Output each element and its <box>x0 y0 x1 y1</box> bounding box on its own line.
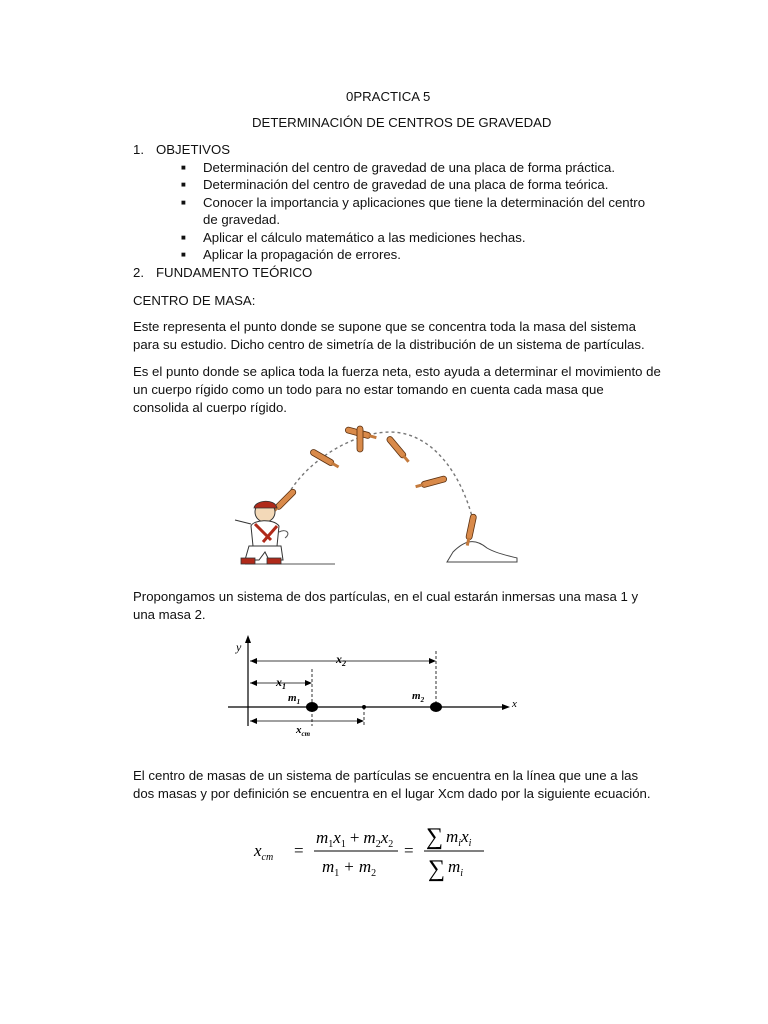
mass-2-dot <box>430 702 442 712</box>
eq-sum-x: x <box>461 827 469 846</box>
eq-sum-x-sub: i <box>468 838 472 849</box>
svg-text:x1 <box>275 675 286 691</box>
svg-text:mi <box>448 857 463 879</box>
section-number-2: 2. <box>133 265 144 280</box>
two-particle-diagram <box>226 631 524 739</box>
bullet: ■ <box>181 163 186 172</box>
eq-lhs: x <box>254 841 262 860</box>
eq-den-m1-sub: 1 <box>334 868 340 879</box>
eq-den-m1: m <box>322 857 335 876</box>
svg-text:m1 <box>288 692 300 706</box>
objective-item: Determinación del centro de gravedad de una placa de forma práctica. <box>203 160 615 175</box>
sigma-icon: ∑ <box>426 824 444 850</box>
page-title: DETERMINACIÓN DE CENTROS DE GRAVEDAD <box>252 115 552 130</box>
eq-lhs-sub: cm <box>261 852 274 863</box>
svg-text:x2 <box>335 652 346 668</box>
svg-text:m2 <box>412 690 425 704</box>
center-of-mass-equation <box>248 820 498 884</box>
eq-equals-1: = <box>294 841 304 860</box>
svg-text:mixi <box>446 827 472 849</box>
x1-label: x <box>276 675 282 689</box>
objective-item: Determinación del centro de gravedad de una placa de forma teórica. <box>203 177 609 192</box>
center-of-mass-dot <box>362 705 366 709</box>
eq-x1: x <box>333 828 341 847</box>
x1-subscript: 1 <box>282 682 286 691</box>
x2-label: x <box>336 652 342 666</box>
bullet: ■ <box>181 198 186 207</box>
center-of-mass-heading: CENTRO DE MASA: <box>133 293 256 308</box>
bat-icon <box>415 475 447 489</box>
eq-sum-m: m <box>446 827 459 846</box>
bullet: ■ <box>181 250 186 259</box>
baseball-player-icon <box>235 501 288 564</box>
theory-heading: FUNDAMENTO TEÓRICO <box>156 265 313 280</box>
svg-text:m1x1+m2x2 <box>316 828 393 850</box>
eq-plus-2: + <box>344 857 354 876</box>
mass-1-dot <box>306 702 318 712</box>
section-number-1: 1. <box>133 142 144 157</box>
eq-x1-sub: 1 <box>340 839 346 850</box>
bat-trajectory-illustration <box>225 420 525 575</box>
eq-den-m2: m <box>358 857 372 876</box>
m1-subscript: 1 <box>296 698 301 706</box>
objective-item: Conocer la importancia y aplicaciones que tiene la determinación del centro de gravedad. <box>203 195 646 227</box>
practice-number: 0PRACTICA 5 <box>346 89 431 104</box>
xcm-subscript: cm <box>301 730 311 738</box>
bat-icon <box>386 435 411 463</box>
x2-subscript: 2 <box>342 659 346 668</box>
eq-sum-den-m: m <box>448 857 461 876</box>
x-axis-label: x <box>512 698 517 710</box>
eq-m2: m <box>363 828 376 847</box>
m2-label: m <box>412 690 421 702</box>
eq-x2-sub: 2 <box>388 839 394 850</box>
bat-icon <box>309 448 340 469</box>
m1-label: m <box>288 692 297 704</box>
paragraph-two-particles: Propongamos un sistema de dos partículas, en el cual estarán inmersas una masa 1 y una masa 2. <box>133 589 639 622</box>
eq-m2-sub: 2 <box>375 839 381 850</box>
objective-item: Aplicar el cálculo matemático a las mediciones hechas. <box>203 230 526 245</box>
eq-m1-sub: 1 <box>328 839 334 850</box>
bat-icon <box>357 426 363 452</box>
eq-sum-den-sub: i <box>460 868 464 879</box>
m2-subscript: 2 <box>420 696 425 704</box>
bullet: ■ <box>181 233 186 242</box>
svg-text:m1+m2 <box>322 857 376 879</box>
eq-m1: m <box>316 828 329 847</box>
y-axis-label: y <box>236 640 242 654</box>
objectives-heading: OBJETIVOS <box>156 142 231 157</box>
bullet: ■ <box>181 180 186 189</box>
paragraph-definition: Este representa el punto donde se supone que se concentra toda la masa del sistema para su estudio. Dicho centro de simetría de la distribución de un sistema de partículas. <box>133 319 645 352</box>
objective-item: Aplicar la propagación de errores. <box>203 247 401 262</box>
eq-equals-2: = <box>404 841 414 860</box>
paragraph-definition-xcm: El centro de masas de un sistema de partículas se encuentra en la línea que une a las dos masas y por definición se encuentra en el lugar Xcm dado por la siguiente ecuación. <box>133 768 651 801</box>
svg-text:xcm <box>295 724 311 738</box>
sigma-icon: ∑ <box>428 856 446 882</box>
paragraph-net-force: Es el punto donde se aplica toda la fuerza neta, esto ayuda a determinar el movimiento de un cuerpo rígido como un todo para no estar tomando en cuenta cada masa que consolida al cuerpo rígido. <box>133 364 661 415</box>
eq-den-m2-sub: 2 <box>371 868 377 879</box>
xcm-label: x <box>296 724 302 736</box>
eq-sum-m-sub: i <box>458 838 462 849</box>
eq-plus-1: + <box>349 828 360 847</box>
svg-text:xcm <box>253 841 273 863</box>
eq-x2: x <box>380 828 389 847</box>
